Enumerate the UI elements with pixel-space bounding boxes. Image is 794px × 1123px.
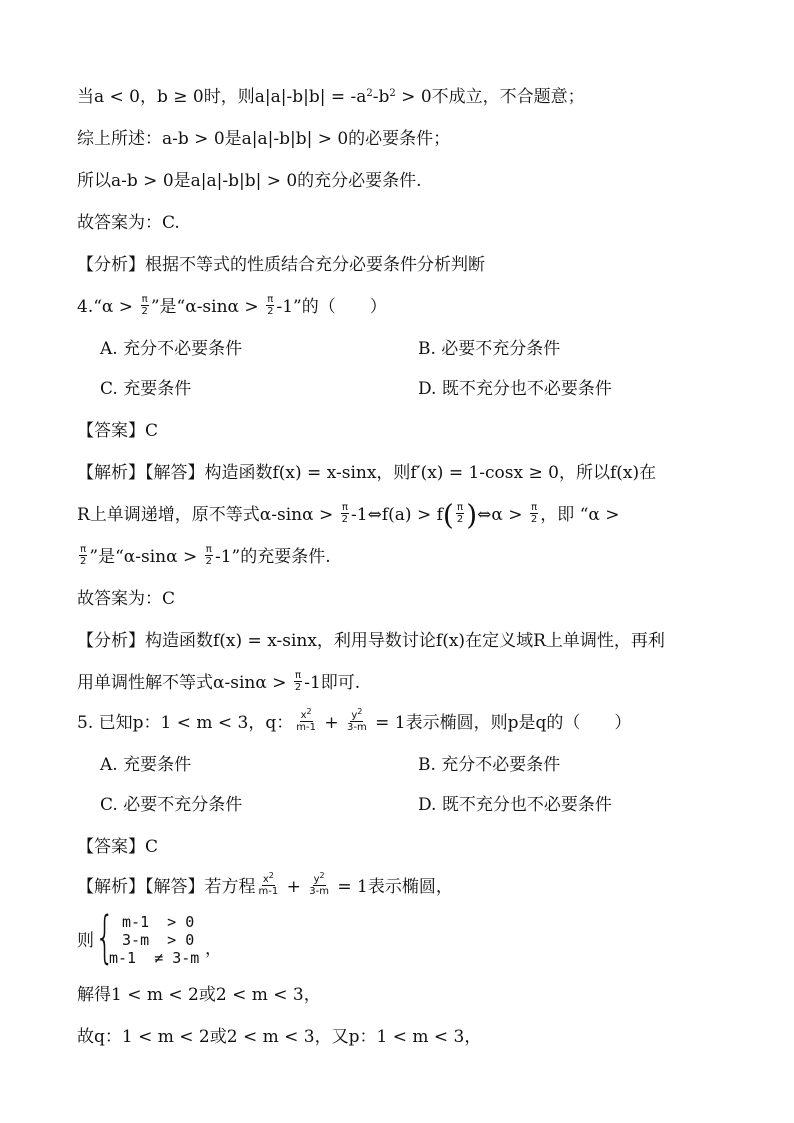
var-x: x: [262, 874, 269, 885]
q4-option-b[interactable]: B. 必要不充分条件: [418, 339, 561, 359]
fraction-pi-over-2: [140, 294, 148, 317]
system-prefix: 则: [77, 931, 94, 951]
numerator: π: [341, 502, 348, 513]
denominator: 2: [267, 306, 274, 317]
numerator: [300, 707, 313, 722]
system-row-2: 3-m > 0: [113, 931, 195, 949]
fraction-x2-over-m-1: [258, 871, 280, 897]
var-x: x: [300, 710, 307, 721]
denominator: 2: [205, 556, 212, 567]
text-segment: 【解析】【解答】若方程: [77, 877, 256, 897]
denominator: 2: [530, 514, 538, 525]
numerator: π: [531, 502, 538, 513]
text-segment: = 1表示椭圆，: [332, 877, 453, 897]
q4-analysis-line-1: 【分析】构造函数f(x) = x-sinx，利用导数讨论f(x)在定义域R上单调性，再利: [77, 631, 665, 651]
var-y: y: [351, 710, 358, 721]
fraction-pi-over-2: [205, 544, 213, 567]
superscript: 2: [268, 871, 274, 880]
fraction-pi-over-2: [530, 502, 538, 525]
superscript: 2: [306, 707, 312, 716]
q4-solution-line-3: [77, 546, 331, 569]
q4-option-d[interactable]: D. 既不充分也不必要条件: [418, 379, 612, 399]
text-segment: ，即 “α >: [540, 505, 620, 525]
q4-answer: 【答案】C: [77, 421, 159, 441]
q5-result: 解得1 < m < 2或2 < m < 3，: [77, 985, 321, 1005]
fraction-pi-over-2: [341, 502, 349, 525]
numerator: π: [205, 544, 212, 555]
var-y: y: [313, 874, 320, 885]
q4-option-c[interactable]: C. 充要条件: [100, 379, 192, 399]
text-segment: -b: [372, 87, 390, 107]
superscript: 2: [366, 88, 373, 99]
q4-solution-line-2: [77, 498, 620, 532]
fraction-y2-over-3-m: [346, 707, 368, 733]
q5-solution-line-1: [77, 871, 453, 899]
text-line-3: 所以a-b > 0是a|a|-b|b| > 0的充分必要条件.: [77, 171, 422, 191]
text-segment: 5. 已知p：1 < m < 3，q：: [77, 713, 294, 733]
superscript: 2: [389, 88, 396, 99]
q5-answer: 【答案】C: [77, 837, 159, 857]
q4-conclusion: 故答案为：C: [77, 589, 176, 609]
text-segment: -1”的（ ）: [276, 297, 387, 317]
text-segment: -1⇔f(a) > f: [351, 505, 443, 525]
numerator: [350, 707, 363, 722]
q4-analysis-line-2: [77, 672, 360, 695]
denominator: m-1: [296, 722, 316, 733]
text-line-4: 故答案为：C.: [77, 213, 180, 233]
q5-last-line: 故q：1 < m < 2或2 < m < 3，又p：1 < m < 3，: [77, 1027, 482, 1047]
fraction-pi-over-2: [266, 294, 274, 317]
denominator: 2: [341, 514, 349, 525]
text-line-1: [77, 86, 585, 108]
text-segment: = 1表示椭圆，则p是q的（ ）: [369, 713, 632, 733]
text-segment: -1”的充要条件.: [215, 547, 331, 567]
text-line-2: 综上所述：a-b > 0是a|a|-b|b| > 0的必要条件；: [77, 129, 451, 149]
system-row-3: m-1 ≠ 3-m: [109, 949, 200, 967]
denominator: 2: [80, 556, 87, 567]
system-row-1: m-1 > 0: [113, 913, 195, 931]
fraction-pi-over-2: [294, 670, 302, 693]
fraction-y2-over-3-m: [308, 871, 330, 897]
denominator: 3-m: [347, 722, 367, 733]
denominator: 3-m: [309, 886, 329, 897]
left-paren: (: [442, 498, 454, 532]
q5-option-c[interactable]: C. 必要不充分条件: [100, 795, 243, 815]
numerator: π: [141, 294, 148, 305]
q5-option-d[interactable]: D. 既不充分也不必要条件: [418, 795, 612, 815]
q4-option-a[interactable]: A. 充分不必要条件: [100, 339, 243, 359]
fraction-pi-over-2: [79, 544, 87, 567]
denominator: 2: [294, 682, 302, 693]
fraction-pi-over-2: [456, 502, 464, 525]
text-segment: ”是“α-sinα >: [89, 547, 203, 567]
right-paren: ): [466, 498, 478, 532]
numerator: π: [267, 294, 274, 305]
q5-option-a[interactable]: A. 充要条件: [100, 755, 192, 775]
text-segment: ⇔α >: [477, 505, 528, 525]
plus-sign: +: [318, 713, 345, 733]
numerator: π: [457, 502, 464, 513]
text-segment: 4.“α >: [77, 297, 139, 317]
numerator: [262, 871, 275, 886]
system-suffix: ，: [205, 939, 222, 959]
q4-solution-line-1: 【解析】【解答】构造函数f(x) = x-sinx，则f′(x) = 1-cosx ≥ 0，所以f(x)在: [77, 463, 657, 483]
left-brace: {: [95, 905, 115, 970]
denominator: 2: [141, 306, 148, 317]
text-segment: -1即可.: [304, 673, 361, 693]
inequality-system: [77, 905, 277, 970]
denominator: 2: [456, 514, 464, 525]
analysis-line: 【分析】根据不等式的性质结合充分必要条件分析判断: [77, 255, 485, 275]
question-5-stem: [77, 707, 632, 735]
q5-option-b[interactable]: B. 充分不必要条件: [418, 755, 561, 775]
numerator: [313, 871, 326, 886]
text-segment: R上单调递增，原不等式α-sinα >: [77, 505, 339, 525]
numerator: π: [295, 670, 302, 681]
superscript: 2: [319, 871, 325, 880]
question-4-stem: [77, 296, 387, 319]
superscript: 2: [357, 707, 363, 716]
denominator: m-1: [258, 886, 279, 897]
numerator: π: [80, 544, 87, 555]
fraction-x2-over-m-1: [295, 707, 317, 733]
text-segment: > 0不成立，不合题意；: [395, 87, 585, 107]
text-segment: 当a < 0，b ≥ 0时，则a|a|-b|b| = -a: [77, 87, 367, 107]
text-segment: 用单调性解不等式α-sinα >: [77, 673, 292, 693]
text-segment: ”是“α-sinα >: [150, 297, 265, 317]
plus-sign: +: [281, 877, 307, 897]
